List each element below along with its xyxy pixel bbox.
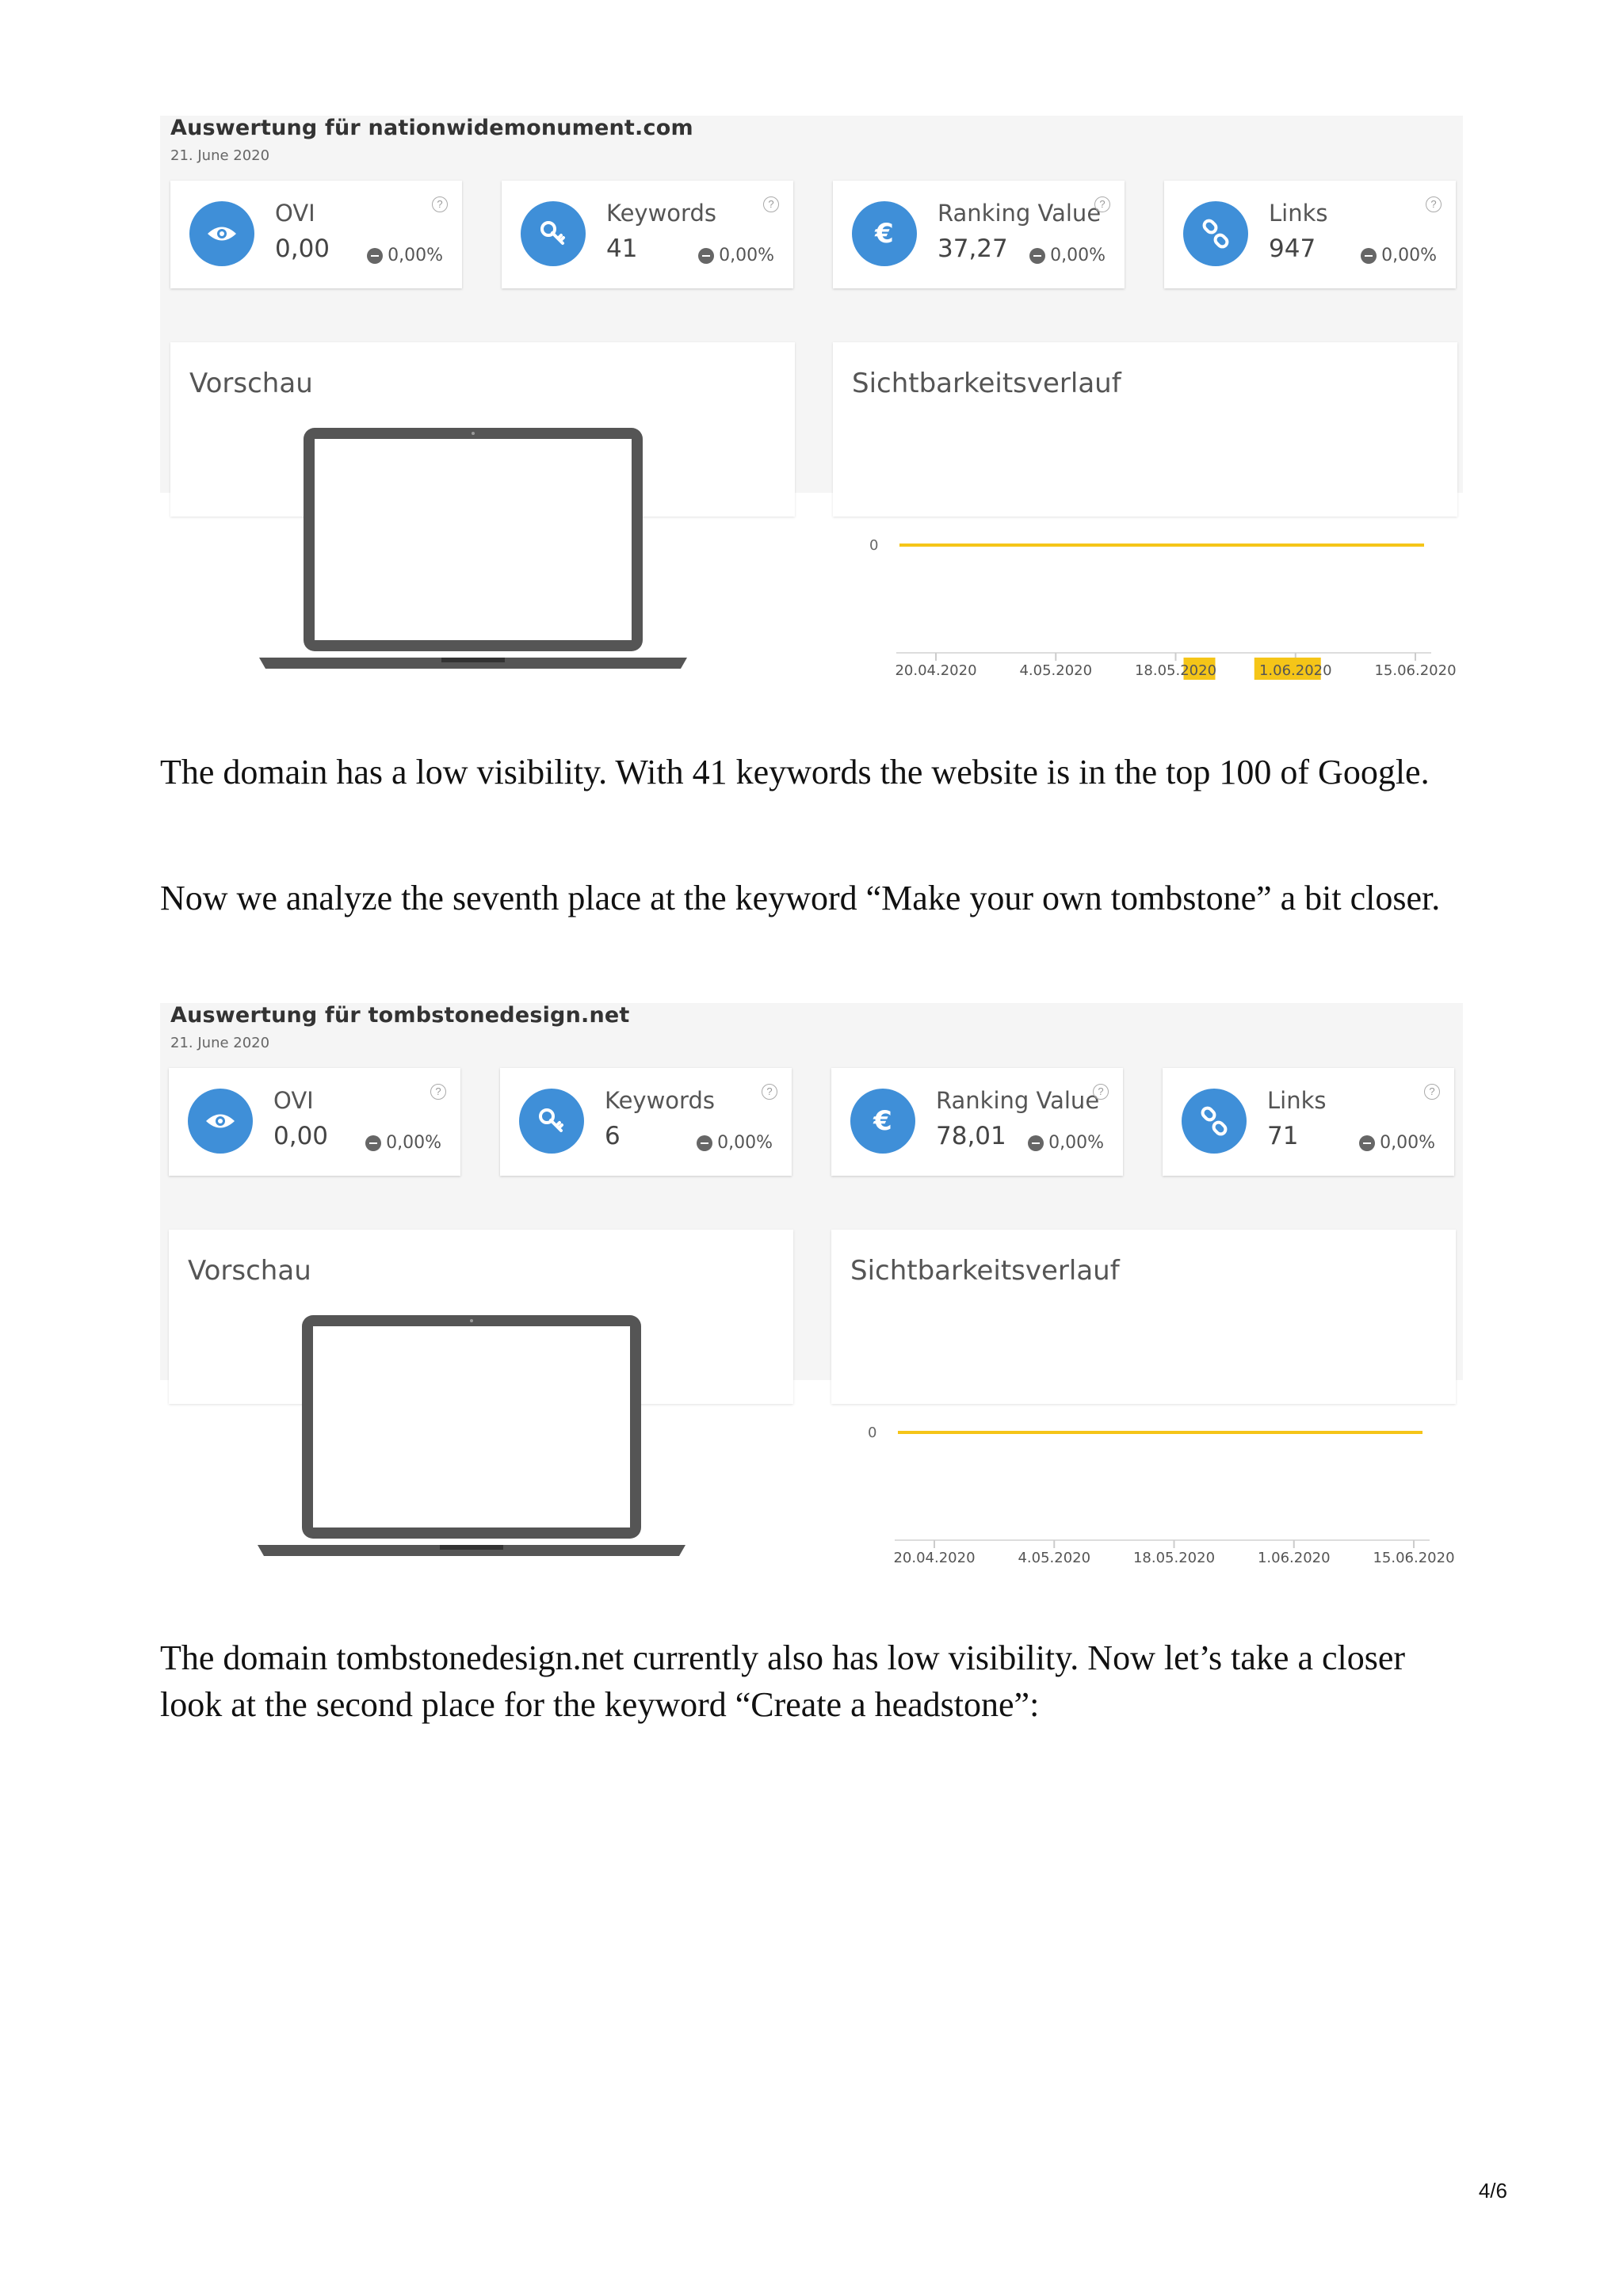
visibility-chart-panel <box>833 342 1457 679</box>
euro-icon: € <box>852 201 917 266</box>
y-tick-label: 0 <box>868 1425 877 1441</box>
minus-circle-icon <box>367 248 383 264</box>
card-value: 0,00 <box>273 1122 329 1150</box>
card-value: 71 <box>1267 1122 1299 1150</box>
ovi-card <box>169 1068 460 1176</box>
minus-circle-icon <box>698 248 714 264</box>
page-number: 4/6 <box>1478 2179 1507 2203</box>
card-delta: 0,00% <box>367 246 443 265</box>
help-icon[interactable]: ? <box>1094 196 1110 212</box>
preview-panel <box>170 342 795 517</box>
euro-icon: € <box>850 1089 915 1154</box>
ranking-value-card <box>831 1068 1123 1176</box>
help-icon[interactable]: ? <box>432 196 448 212</box>
x-tick-label: 20.04.2020 <box>893 1550 976 1566</box>
visibility-chart <box>833 342 1457 679</box>
card-delta: 0,00% <box>698 246 774 265</box>
x-tick-label: 18.05.2020 <box>1134 662 1217 679</box>
minus-circle-icon <box>1361 248 1377 264</box>
key-icon <box>521 201 586 266</box>
x-tick-label: 4.05.2020 <box>1018 1550 1091 1566</box>
eye-icon <box>189 201 254 266</box>
analysis-title: Auswertung für nationwidemonument.com <box>170 116 693 140</box>
preview-title: Vorschau <box>189 368 313 399</box>
minus-circle-icon <box>1028 1135 1044 1151</box>
card-delta: 0,00% <box>1359 1133 1435 1153</box>
help-icon[interactable]: ? <box>1426 196 1442 212</box>
help-icon[interactable]: ? <box>1093 1084 1109 1100</box>
laptop-icon <box>258 1315 701 1569</box>
x-tick-label: 18.05.2020 <box>1132 1550 1216 1566</box>
link-icon <box>1182 1089 1247 1154</box>
card-label: OVI <box>273 1087 314 1114</box>
card-label: Keywords <box>605 1087 715 1114</box>
analysis-screenshot-1 <box>160 116 1463 679</box>
visibility-chart-panel <box>831 1230 1456 1566</box>
help-icon[interactable]: ? <box>762 1084 777 1100</box>
chart-title: Sichtbarkeitsverlauf <box>852 368 1121 399</box>
chart-title: Sichtbarkeitsverlauf <box>850 1255 1120 1287</box>
preview-title: Vorschau <box>188 1255 311 1287</box>
minus-circle-icon <box>365 1135 381 1151</box>
analysis-title: Auswertung für tombstonedesign.net <box>170 1003 630 1028</box>
analysis-date: 21. June 2020 <box>170 1035 270 1051</box>
links-card <box>1164 181 1456 288</box>
eye-icon <box>188 1089 253 1154</box>
keywords-card <box>500 1068 792 1176</box>
card-value: 0,00 <box>275 235 330 263</box>
card-delta: 0,00% <box>365 1133 441 1153</box>
help-icon[interactable]: ? <box>430 1084 446 1100</box>
visibility-chart <box>831 1230 1456 1566</box>
card-delta: 0,00% <box>1028 1133 1104 1153</box>
minus-circle-icon <box>1029 248 1045 264</box>
analysis-screenshot-2 <box>160 1003 1463 1566</box>
keywords-card <box>502 181 793 288</box>
card-delta: 0,00% <box>1029 246 1106 265</box>
minus-circle-icon <box>1359 1135 1375 1151</box>
card-value: 37,27 <box>938 235 1008 263</box>
card-delta: 0,00% <box>697 1133 773 1153</box>
x-tick-label: 15.06.2020 <box>1373 1550 1455 1566</box>
links-card <box>1163 1068 1454 1176</box>
card-delta: 0,00% <box>1361 246 1437 265</box>
paragraph-3: The domain tombstonedesign.net currently also has low visibility. Now let’s take a closer look at the second place for the keyword “Create a headstone”: <box>160 1638 1406 1724</box>
key-icon <box>519 1089 584 1154</box>
x-tick-label: 4.05.2020 <box>1019 662 1093 679</box>
minus-circle-icon <box>697 1135 712 1151</box>
link-icon <box>1183 201 1248 266</box>
card-label: Ranking Value <box>938 200 1102 227</box>
y-tick-label: 0 <box>869 537 879 554</box>
card-label: Keywords <box>606 200 716 227</box>
help-icon[interactable]: ? <box>763 196 779 212</box>
card-label: Ranking Value <box>936 1087 1100 1114</box>
x-tick-label: 20.04.2020 <box>895 662 977 679</box>
help-icon[interactable]: ? <box>1424 1084 1440 1100</box>
card-label: Links <box>1267 1087 1327 1114</box>
analysis-date: 21. June 2020 <box>170 147 270 164</box>
card-value: 41 <box>606 235 638 263</box>
paragraph-2: Now we analyze the seventh place at the keyword “Make your own tombstone” a bit closer. <box>160 879 1441 917</box>
card-value: 6 <box>605 1122 621 1150</box>
laptop-icon <box>259 428 703 681</box>
card-value: 947 <box>1269 235 1316 263</box>
x-tick-label: 1.06.2020 <box>1257 1550 1331 1566</box>
paragraph-1: The domain has a low visibility. With 41 keywords the website is in the top 100 of Google. <box>160 753 1430 791</box>
ranking-value-card <box>833 181 1125 288</box>
x-tick-label: 15.06.2020 <box>1374 662 1457 679</box>
card-label: OVI <box>275 200 315 227</box>
card-label: Links <box>1269 200 1328 227</box>
ovi-card <box>170 181 462 288</box>
preview-panel <box>169 1230 793 1404</box>
x-tick-label: 1.06.2020 <box>1258 662 1332 679</box>
card-value: 78,01 <box>936 1122 1006 1150</box>
